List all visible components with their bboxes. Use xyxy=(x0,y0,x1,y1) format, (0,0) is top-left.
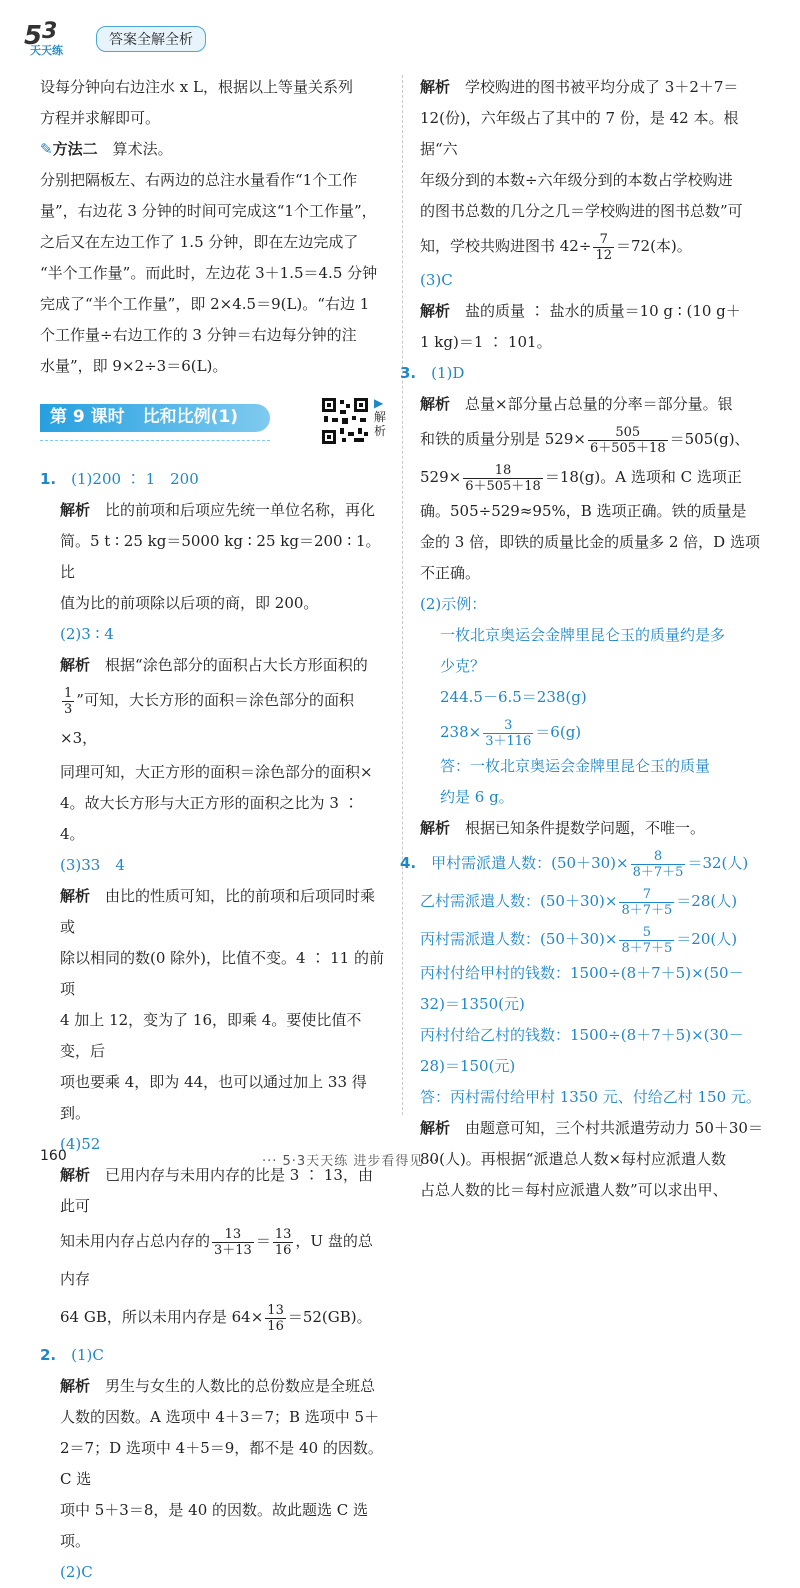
text-line: 12(份)，六年级占了其中的 7 份，是 42 本。根据“六 xyxy=(420,109,739,158)
pencil-icon: ✎ xyxy=(40,140,53,158)
fraction: $\frac{13}{16}$ xyxy=(274,1226,292,1258)
answer-line: (2)C xyxy=(60,1563,93,1581)
sample-line: 238× $\frac{3}{3+116}$ ＝6(g) xyxy=(440,717,582,749)
text-line: 同理可知，大正方形的面积＝涂色部分的面积× xyxy=(60,763,373,781)
answer-line: 丙村付给乙村的钱数：1500÷(8＋7＋5)×(30－ xyxy=(420,1026,744,1044)
text-line: 解析 男生与女生的人数比的总份数应是全班总 xyxy=(60,1377,376,1395)
page-header xyxy=(20,14,320,58)
svg-text:5: 5 xyxy=(24,21,43,51)
text-line: 占总人数的比＝每村应派遣人数”可以求出甲、 xyxy=(420,1181,728,1199)
method-heading: ✎方法二 算术法。 xyxy=(40,140,173,158)
text-line: 设每分钟向右边注水 x L，根据以上等量关系列 xyxy=(40,78,353,96)
question-2: 2. (1)C xyxy=(40,1346,104,1364)
answer-line: 丙村需派遣人数：(50＋30)× $\frac{5}{8+7+5}$ ＝20(人) xyxy=(420,924,738,956)
text-line: 水量”，即 9×2÷3＝6(L)。 xyxy=(40,357,228,375)
qr-code-icon[interactable] xyxy=(320,396,370,446)
text-line: 64 GB，所以未用内存是 64× $\frac{13}{16}$ ＝52(GB)。 xyxy=(60,1302,372,1334)
text-line: 的图书总数的几分之几＝学校购进的图书总数”可 xyxy=(420,202,743,220)
text-line: 项也要乘 4，即为 44，也可以通过加上 33 得到。 xyxy=(60,1073,367,1122)
fraction: $\frac{1}{3}$ xyxy=(64,685,73,717)
sample-line: 答：一枚北京奥运会金牌里昆仑玉的质量 xyxy=(440,757,711,775)
text-line: 值为比的前项除以后项的商，即 200。 xyxy=(60,594,319,612)
text-line: 简。5 t ∶ 25 kg＝5000 kg ∶ 25 kg＝200 ∶ 1。比 xyxy=(60,532,381,581)
right-column xyxy=(400,72,772,1206)
play-icon: ▶ xyxy=(374,396,384,410)
text-line: 解析 比的前项和后项应先统一单位名称，再化 xyxy=(60,501,376,519)
fraction: $\frac{3}{3+116}$ xyxy=(485,717,532,749)
text-line: 项中 5＋3＝8，是 40 的因数。故此题选 C 选项。 xyxy=(60,1501,369,1550)
text-line: 4。故大长方形与大正方形的面积之比为 3 ∶ 4。 xyxy=(60,794,359,843)
svg-text:天天练: 天天练 xyxy=(30,44,63,57)
fraction: $\frac{7}{12}$ xyxy=(595,231,612,263)
text-line: 金的 3 倍，即铁的质量比金的质量多 2 倍，D 选项 xyxy=(420,533,760,551)
question-3: 3. (1)D xyxy=(400,364,465,382)
answer-line: 答：丙村需付给甲村 1350 元、付给乙村 150 元。 xyxy=(420,1088,761,1106)
fraction: $\frac{505}{6+505+18}$ xyxy=(589,424,666,456)
answer-line: (3)33 4 xyxy=(60,856,125,874)
fraction: $\frac{5}{8+7+5}$ xyxy=(621,924,673,956)
text-line: 和铁的质量分别是 529× $\frac{505}{6+505+18}$ ＝505(g)、 xyxy=(420,424,750,456)
answer-line: 乙村需派遣人数：(50＋30)× $\frac{7}{8+7+5}$ ＝28(人) xyxy=(420,886,738,918)
text-line: 知未用内存占总内存的 $\frac{13}{3+13}$ ＝ $\frac{13}{16}$ ，U 盘的总内存 xyxy=(60,1226,373,1288)
fraction: $\frac{18}{6+505+18}$ xyxy=(465,462,541,494)
text-line: 个工作量÷右边工作的 3 分钟＝右边每分钟的注 xyxy=(40,326,357,344)
question-1: 1. (1)200 ∶ 1 200 xyxy=(40,470,199,488)
text-line: “半个工作量”。而此时，左边花 3＋1.5＝4.5 分钟 xyxy=(40,264,378,282)
text-line: 方程并求解即可。 xyxy=(40,109,161,127)
answer-line: (3)C xyxy=(420,271,453,289)
sample-line: 少克？ xyxy=(440,657,486,675)
text-line: 人数的因数。A 选项中 4＋3＝7；B 选项中 5＋ xyxy=(60,1408,380,1426)
sample-line: 约是 6 g。 xyxy=(440,788,514,806)
answer-line: (2)示例： xyxy=(420,595,487,613)
fraction: $\frac{7}{8+7+5}$ xyxy=(621,886,673,918)
fraction: $\frac{13}{16}$ xyxy=(267,1302,284,1334)
text-line: 解析 根据已知条件提数学问题，不唯一。 xyxy=(420,819,706,837)
fraction: $\frac{8}{8+7+5}$ xyxy=(632,848,684,880)
text-line: $\frac{1}{3}$ ”可知，大长方形的面积＝涂色部分的面积×3， xyxy=(60,685,354,747)
text-line: 知，学校共购进图书 42÷ $\frac{7}{12}$ ＝72(本)。 xyxy=(420,231,692,263)
answer-line: (4)52 xyxy=(60,1135,101,1153)
text-line: 解析 已用内存与未用内存的比是 3 ∶ 13，由此可 xyxy=(60,1166,373,1215)
text-line: 解析 总量×部分量占总量的分率＝部分量。银 xyxy=(420,395,733,413)
answer-line: (2)3 ∶ 4 xyxy=(60,625,114,643)
svg-text:3: 3 xyxy=(42,19,58,44)
text-line: 年级分到的本数÷六年级分到的本数占学校购进 xyxy=(420,171,733,189)
lesson-title: 比和比例(1) xyxy=(142,407,239,427)
text-line: 除以相同的数(0 除外)，比值不变。4 ∶ 11 的前项 xyxy=(60,949,384,998)
answer-line: 丙村付给甲村的钱数：1500÷(8＋7＋5)×(50－ xyxy=(420,964,744,982)
qr-label: ▶解析 xyxy=(374,396,387,438)
text-line: 解析 盐的质量 ∶ 盐水的质量＝10 g ∶ (10 g＋ xyxy=(420,302,741,320)
text-line: 解析 由比的性质可知，比的前项和后项同时乘或 xyxy=(60,887,376,936)
text-line: 解析 由题意可知，三个村共派遣劳动力 50＋30＝ xyxy=(420,1119,763,1137)
answer-line: 32)＝1350(元) xyxy=(420,995,525,1013)
lesson-banner xyxy=(40,396,385,456)
question-4: 4. 甲村需派遣人数：(50＋30)× $\frac{8}{8+7+5}$ ＝32(人) xyxy=(400,848,749,880)
lesson-number: 第 9 课时 xyxy=(50,407,125,427)
text-line: 解析 根据“涂色部分的面积占大长方形面积的 xyxy=(60,656,368,674)
page-number: 160 xyxy=(40,1148,67,1164)
answer-line: 28)＝150(元) xyxy=(420,1057,516,1075)
sample-line: 244.5－6.5＝238(g) xyxy=(440,688,587,706)
fraction: $\frac{13}{3+13}$ xyxy=(214,1226,252,1258)
column-divider xyxy=(402,75,403,1115)
text-line: 量”，右边花 3 分钟的时间可完成这“1个工作量”， xyxy=(40,202,377,220)
text-line: 之后又在左边工作了 1.5 分钟，即在左边完成了 xyxy=(40,233,359,251)
text-line: 确。505÷529≈95%，B 选项正确。铁的质量是 xyxy=(420,502,747,520)
text-line: 分别把隔板左、右两边的总注水量看作“1个工作 xyxy=(40,171,358,189)
text-line: 解析 学校购进的图书被平均分成了 3＋2＋7＝ xyxy=(420,78,739,96)
sample-line: 一枚北京奥运会金牌里昆仑玉的质量约是多 xyxy=(440,626,726,644)
text-line: 1 kg)＝1 ∶ 101。 xyxy=(420,333,552,351)
left-column xyxy=(40,72,385,1588)
header-tag: 答案全解全析 xyxy=(96,26,206,52)
text-line: 4 加上 12，变为了 16，即乘 4。要使比值不变，后 xyxy=(60,1011,362,1060)
text-line: 529× $\frac{18}{6+505+18}$ ＝18(g)。A 选项和 C 选项正 xyxy=(420,462,742,494)
text-line: 不正确。 xyxy=(420,564,481,582)
text-line: 2＝7；D 选项中 4＋5＝9，都不是 40 的因数。C 选 xyxy=(60,1439,383,1488)
brand-logo xyxy=(20,14,90,58)
text-line: 80(人)。再根据“派遣总人数×每村应派遣人数 xyxy=(420,1150,727,1168)
text-line: 完成了“半个工作量”，即 2×4.5＝9(L)。“右边 1 xyxy=(40,295,370,313)
footer-slogan: ··· 5·3天天练 进步看得见 ··· xyxy=(262,1154,444,1169)
